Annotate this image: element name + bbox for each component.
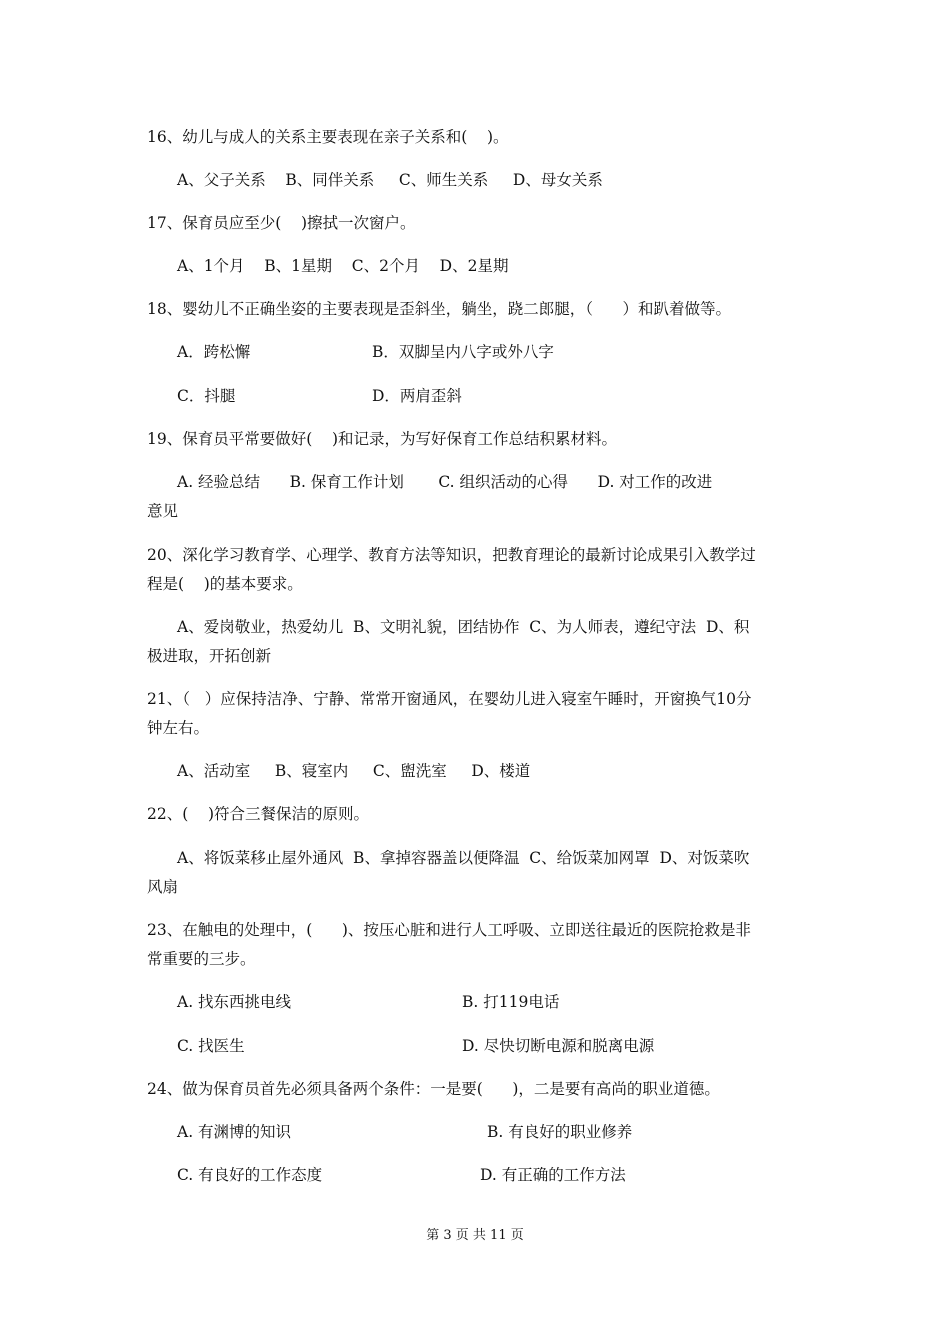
option-24-d: D. 有正确的工作方法 <box>480 1166 626 1184</box>
options-19-line-1: A. 经验总结 B. 保育工作计划 C. 组织活动的心得 D. 对工作的改进 <box>177 473 713 491</box>
option-23-d: D. 尽快切断电源和脱离电源 <box>462 1037 655 1055</box>
option-18-d: D．两肩歪斜 <box>372 387 462 405</box>
question-18: 18、婴幼儿不正确坐姿的主要表现是歪斜坐，躺坐，跷二郎腿，（ ）和趴着做等。 <box>147 300 732 318</box>
question-21-line-2: 钟左右。 <box>147 719 210 737</box>
option-23-a: A. 找东西挑电线 <box>177 993 292 1011</box>
option-18-a: A．跨松懈 <box>177 343 251 361</box>
options-20-line-1: A、爱岗敬业，热爱幼儿 B、文明礼貌，团结协作 C、为人师表，遵纪守法 D、积 <box>177 618 750 636</box>
question-17: 17、保育员应至少( )擦拭一次窗户。 <box>147 214 416 232</box>
question-23-line-2: 常重要的三步。 <box>147 950 256 968</box>
option-23-c: C. 找医生 <box>177 1037 245 1055</box>
options-19-line-2: 意见 <box>147 502 179 520</box>
question-22: 22、( )符合三餐保洁的原则。 <box>147 805 370 823</box>
option-18-c: C．抖腿 <box>177 387 236 405</box>
option-18-b: B．双脚呈内八字或外八字 <box>372 343 554 361</box>
options-17: A、1个月 B、1星期 C、2个月 D、2星期 <box>177 257 509 275</box>
question-24: 24、做为保育员首先必须具备两个条件：一是要( )，二是要有高尚的职业道德。 <box>147 1080 720 1098</box>
options-21: A、活动室 B、寝室内 C、盥洗室 D、楼道 <box>177 762 531 780</box>
question-23-line-1: 23、在触电的处理中，( )、按压心脏和进行人工呼吸、立即送往最近的医院抢救是非 <box>147 921 751 939</box>
option-24-b: B. 有良好的职业修养 <box>487 1123 633 1141</box>
question-20-line-2: 程是( )的基本要求。 <box>147 575 303 593</box>
options-20-line-2: 极进取，开拓创新 <box>147 647 272 665</box>
options-22-line-2: 风扇 <box>147 878 179 896</box>
option-24-a: A. 有渊博的知识 <box>177 1123 292 1141</box>
question-16: 16、幼儿与成人的关系主要表现在亲子关系和( )。 <box>147 128 509 146</box>
options-22-line-1: A、将饭菜移止屋外通风 B、拿掉容器盖以便降温 C、给饭菜加网罩 D、对饭菜吹 <box>177 849 750 867</box>
question-20-line-1: 20、深化学习教育学、心理学、教育方法等知识，把教育理论的最新讨论成果引入教学过 <box>147 546 756 564</box>
question-21-line-1: 21、（ ）应保持洁净、宁静、常常开窗通风，在婴幼儿进入寝室午睡时，开窗换气10分 <box>147 690 752 708</box>
page-footer: 第 3 页 共 11 页 <box>426 1228 524 1243</box>
question-19: 19、保育员平常要做好( )和记录，为写好保育工作总结积累材料。 <box>147 430 618 448</box>
option-23-b: B. 打119电话 <box>462 993 560 1011</box>
option-24-c: C. 有良好的工作态度 <box>177 1166 323 1184</box>
options-16: A、父子关系 B、同伴关系 C、师生关系 D、母女关系 <box>177 171 603 189</box>
